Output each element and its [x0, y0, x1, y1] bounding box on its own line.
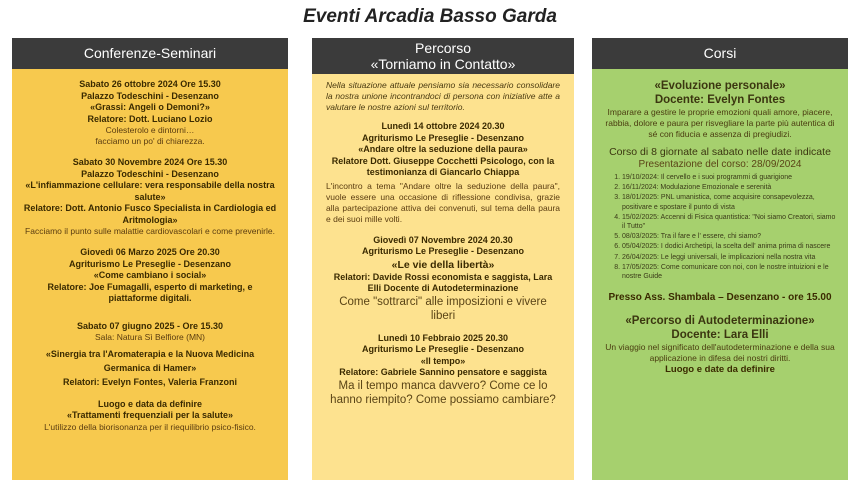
- course-description: Imparare a gestire le proprie emozioni quali amore, piacere, rabbia, dolore e paura per risvegliare la parte più autentica di sé con fiducia e assenza di pregiudizi.: [605, 107, 835, 139]
- course: [600, 79, 840, 304]
- event-speaker: Relatore: Dott. Antonio Fusco Specialista in Cardiologia ed Aritmologia»: [23, 203, 277, 225]
- path-header: [312, 38, 574, 74]
- conference-event: [12, 157, 288, 237]
- course-title: «Evoluzione personale»: [654, 80, 786, 92]
- event-topic: «Trattamenti frequenziali per la salute»: [66, 410, 234, 420]
- event-topic: «Andare oltre la seduzione della paura»: [358, 144, 528, 154]
- event-date: Sabato 30 Novembre 2024 Ore 15.30: [72, 157, 228, 167]
- path-header-title: Percorso: [414, 40, 472, 56]
- course: [600, 314, 840, 376]
- event-topic: «Grassi: Angeli o Demoni?»: [90, 102, 210, 112]
- course-date-item: 4. 15/02/2025: Accenni di Fisica quantistica: "Noi siamo Creatori, siamo il Tutto": [622, 213, 840, 231]
- conferences-body: [12, 69, 288, 480]
- course-date-item: 8. 17/05/2025: Come comunicare con noi, con le nostre intuizioni e le nostre Guide: [622, 263, 840, 281]
- event-topic: «Sinergia tra l'Aromaterapia e la Nuova Medicina Germanica di Hamer»: [45, 349, 255, 373]
- event-place: Agriturismo Le Preseglie - Desenzano: [361, 132, 525, 143]
- event-date: Luogo e data da definire: [97, 398, 202, 409]
- event-speaker: Relatore Dott. Giuseppe Cocchetti Psicologo, con la testimonianza di Giancarlo Chiappa: [331, 155, 555, 177]
- event-topic: «Le vie della libertà»: [391, 258, 495, 271]
- course-date-item: 5. 08/03/2025: Tra il fare e l' essere, chi siamo?: [622, 232, 840, 241]
- course-date-item: 7. 26/04/2025: Le leggi universali, le implicazioni nella nostra vita: [622, 253, 840, 262]
- event-note: L'incontro a tema "Andare oltre la seduzione della paura", vuole essere una occasione di riflessione condivisa, grazie alla partecipazione attiva dei convenuti, sul tema della paura e dei suoi mille volti.: [326, 180, 560, 224]
- event-date: Lunedì 14 ottobre 2024 20.30: [381, 121, 505, 131]
- course-title: «Percorso di Autodeterminazione»: [625, 315, 815, 328]
- event-note: facciamo un po' di chiarezza.: [95, 136, 205, 146]
- event-speaker: Relatore: Joe Fumagalli, esperto di marketing, e piattaforme digitali.: [47, 281, 253, 303]
- event-speaker: Relatori: Evelyn Fontes, Valeria Franzoni: [62, 377, 238, 387]
- event-topic: «L'infiammazione cellulare: vera responsabile della nostra salute»: [25, 180, 275, 202]
- conference-event: [12, 399, 288, 433]
- event-place: Sala: Natura Sì Belfiore (MN): [94, 332, 206, 342]
- event-speaker: Relatori: Davide Rossi economista e saggista, Lara Elli Docente di Autodeterminazione: [333, 271, 553, 293]
- event-note: L'utilizzo della biorisonanza per il riequilibrio psico-fisico.: [44, 421, 256, 432]
- course-schedule: Corso di 8 giornate al sabato nelle date indicate: [609, 146, 831, 158]
- event-note: Come "sottrarci" alle imposizioni e vivere liberi: [339, 295, 547, 322]
- event-topic: «Come cambiano i social»: [93, 270, 207, 280]
- conference-event: [12, 79, 288, 147]
- course-teacher: Docente: Evelyn Fontes: [654, 94, 786, 106]
- courses-body: [592, 69, 848, 480]
- event-place: Agriturismo Le Preseglie - Desenzano: [361, 344, 525, 354]
- path-event: [326, 121, 560, 225]
- event-speaker: Relatore: Dott. Luciano Lozio: [87, 113, 213, 124]
- course-description: Un viaggio nel significato dell'autodeterminazione e della sua applicazione in difesa dei nostri diritti.: [605, 342, 835, 364]
- event-topic: «Il tempo»: [420, 355, 466, 366]
- conference-event: [12, 247, 288, 305]
- conferences-column: [12, 38, 288, 480]
- event-note: Colesterolo e dintorni…: [105, 125, 195, 135]
- courses-column: [592, 38, 848, 480]
- course-date-item: 1. 19/10/2024: Il cervello e i suoi programmi di guarigione: [622, 173, 840, 182]
- course-date-item: 6. 05/04/2025: I dodici Archetipi, la scelta dell' anima prima di nascere: [622, 242, 840, 251]
- event-note: Ma il tempo manca davvero? Come ce lo hanno riempito? Come possiamo cambiare?: [330, 379, 556, 406]
- page-title: Eventi Arcadia Basso Garda: [303, 6, 557, 27]
- path-intro: Nella situazione attuale pensiamo sia necessario consolidare la nostra unione incontrandoci di persona con iniziative atte a valutare le nostre azioni sul territorio.: [326, 80, 560, 112]
- course-presentation: Presentazione del corso: 28/09/2024: [638, 159, 802, 170]
- path-event: [326, 333, 560, 407]
- event-date: Lunedì 10 Febbraio 2025 20.30: [377, 332, 509, 343]
- event-date: Sabato 26 ottobre 2024 Ore 15.30: [79, 79, 221, 89]
- path-column: [312, 38, 574, 480]
- conferences-header: Conferenze-Seminari: [12, 38, 288, 69]
- event-place: Palazzo Todeschini - Desenzano: [81, 168, 219, 179]
- course-date-item: 2. 16/11/2024: Modulazione Emozionale e serenità: [622, 183, 840, 192]
- event-date: Sabato 07 giugno 2025 - Ore 15.30: [76, 320, 224, 331]
- conference-event: [12, 321, 288, 389]
- event-place: Agriturismo Le Preseglie - Desenzano: [361, 246, 525, 256]
- course-dates-list: [600, 173, 840, 281]
- path-header-subtitle: «Torniamo in Contatto»: [370, 56, 516, 72]
- course-teacher: Docente: Lara Elli: [671, 329, 769, 342]
- event-place: Palazzo Todeschini - Desenzano: [81, 90, 219, 101]
- course-date-item: 3. 18/01/2025: PNL umanistica, come acquisire consapevolezza, positivare e spostare il punto di vista: [622, 193, 840, 211]
- path-body: [312, 74, 574, 480]
- event-speaker: Relatore: Gabriele Sannino pensatore e saggista: [339, 367, 547, 377]
- path-event: [326, 235, 560, 323]
- event-date: Giovedì 07 Novembre 2024 20.30: [373, 234, 513, 245]
- courses-header: Corsi: [592, 38, 848, 69]
- course-when: Luogo e date da definire: [665, 364, 775, 376]
- event-place: Agriturismo Le Preseglie - Desenzano: [68, 258, 232, 269]
- event-date: Giovedì 06 Marzo 2025 Ore 20.30: [80, 247, 220, 257]
- event-note: Facciamo il punto sulle malattie cardiovascolari e come prevenirle.: [25, 226, 275, 236]
- course-venue: Presso Ass. Shambala – Desenzano - ore 15.00: [608, 292, 832, 304]
